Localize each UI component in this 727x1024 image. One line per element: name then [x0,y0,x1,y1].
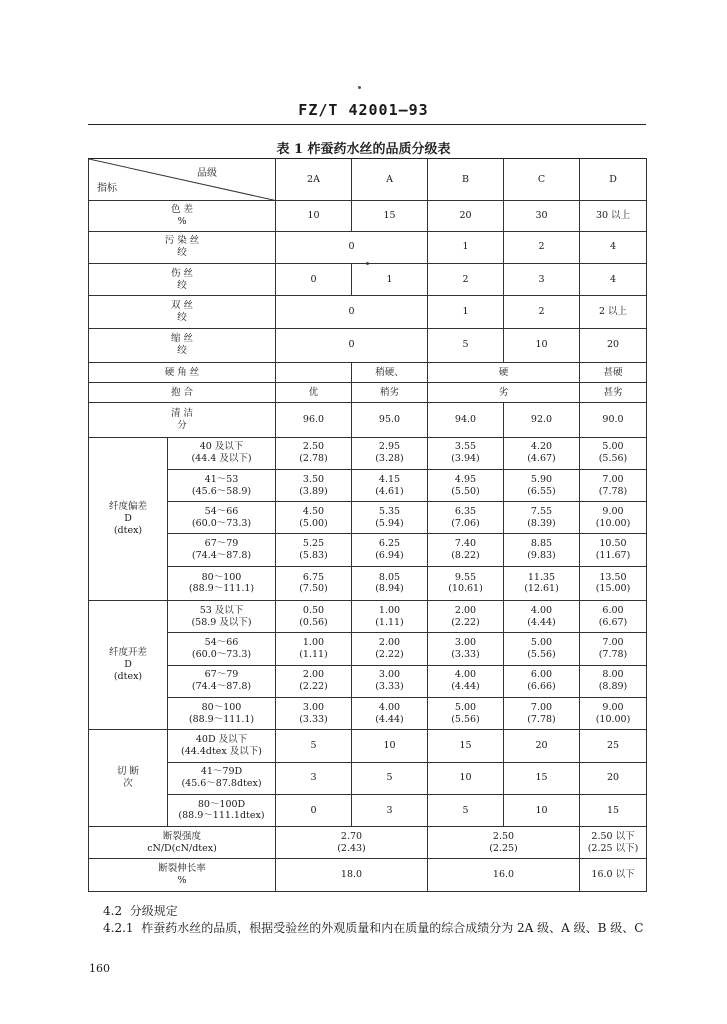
cell: 4.95 (5.50) [428,469,504,501]
cell: 甚硬 [580,362,647,382]
cell: 0 [276,263,352,295]
cell: 8.05 (8.94) [352,566,428,600]
spec-cell: 80～100 (88.9～111.1) [168,566,276,600]
cell: 7.00 (7.78) [580,633,647,665]
cell: 6.25 (6.94) [352,534,428,566]
section-number: 4.2.1 [103,921,134,935]
row-label-hard-angle: 硬 角 丝 [89,362,276,382]
cell: 优 [276,383,352,403]
cell: 10 [352,730,428,762]
cell: 2 [504,296,580,328]
spec-cell: 54～66 (60.0～73.3) [168,633,276,665]
spec-cell: 67～79 (74.4～87.8) [168,665,276,697]
row-label-shrink: 缩 丝 绞 [89,328,276,362]
cell: 4.00 (4.44) [504,601,580,633]
grade-table [88,158,647,892]
cell: 2.50 (2.78) [276,437,352,469]
section-text: 柞蚕药水丝的品质，根据受验丝的外观质量和内在质量的综合成绩分为 2A 级、A 级、B 级、C [141,921,644,935]
group-label-size-dev: 纤度偏差 D (dtex) [89,437,168,601]
cell: 1 [428,231,504,263]
row-label-color-diff: 色 差 % [89,201,276,231]
section-4-2 [103,902,178,919]
cell: 0.50 (0.56) [276,601,352,633]
cell: 2 [428,263,504,295]
row-label-clean: 清 洁 分 [89,403,276,437]
section-number: 4.2 [103,904,123,918]
cell: 18.0 [276,859,428,892]
cell: 95.0 [352,403,428,437]
cell: 10 [276,201,352,231]
cell: 10 [504,794,580,826]
cell: 15 [504,762,580,794]
cell: 9.55 (10.61) [428,566,504,600]
standard-code: FZ/T 42001—93 [298,101,429,119]
table-title: 表 1 柞蚕药水丝的品质分级表 [276,142,451,157]
spec-cell: 41～79D (45.6～87.8dtex) [168,762,276,794]
cell: 5.00 (5.56) [580,437,647,469]
spec-cell: 41～53 (45.6～58.9) [168,469,276,501]
row-label-double: 双 丝 绞 [89,296,276,328]
cell: 30 [504,201,580,231]
cell: 6.75 (7.50) [276,566,352,600]
row-label-stain: 污 染 丝 绞 [89,231,276,263]
cell: 2.00 (2.22) [352,633,428,665]
grade-header: D [580,159,647,201]
cell: 2 以上 [580,296,647,328]
cell: 1 [428,296,504,328]
cell: 0 [276,296,428,328]
cell: 2.00 (2.22) [276,665,352,697]
cell: 10.50 (11.67) [580,534,647,566]
cell: 3 [276,762,352,794]
cell: 6.35 (7.06) [428,502,504,534]
cell: 9.00 (10.00) [580,502,647,534]
cell: 15 [352,201,428,231]
spec-cell: 40D 及以下 (44.4dtex 及以下) [168,730,276,762]
cell: 3 [504,263,580,295]
cell: 7.00 (7.78) [504,697,580,729]
grade-header: 2A [276,159,352,201]
cell: 甚劣 [580,383,647,403]
cell: 5.00 (5.56) [428,697,504,729]
cell: 11.35 (12.61) [504,566,580,600]
cell: 3.00 (3.33) [276,697,352,729]
cell: 5.90 (6.55) [504,469,580,501]
cell: 4.00 (4.44) [428,665,504,697]
row-label-strength: 断裂强度 cN/D(cN/dtex) [89,827,276,859]
corner-grade-label: 品级 [197,168,217,179]
cell [276,362,352,382]
cell: 2.70 (2.43) [276,827,428,859]
cell: 4 [580,263,647,295]
cell: 2.50 (2.25) [428,827,580,859]
cell: 15 [580,794,647,826]
cell: 5 [276,730,352,762]
cell: 30 以上 [580,201,647,231]
cell: 20 [580,328,647,362]
corner-index-label: 指标 [97,182,117,194]
corner-header [89,159,276,201]
row-label-hold: 抱 合 [89,383,276,403]
cell: 4 [580,231,647,263]
spec-cell: 53 及以下 (58.9 及以下) [168,601,276,633]
cell: 8.00 (8.89) [580,665,647,697]
cell: 4.15 (4.61) [352,469,428,501]
cell: 4.20 (4.67) [504,437,580,469]
cell: 2.00 (2.22) [428,601,504,633]
cell: 3.55 (3.94) [428,437,504,469]
cell: 2 [504,231,580,263]
spec-cell: 54～66 (60.0～73.3) [168,502,276,534]
cell: 13.50 (15.00) [580,566,647,600]
cell: 5.00 (5.56) [504,633,580,665]
cell: 5.35 (5.94) [352,502,428,534]
cell: 92.0 [504,403,580,437]
section-title: 分级规定 [129,904,178,918]
cell: 0 [276,231,428,263]
group-label-breaks: 切 断 次 [89,730,168,827]
cell: 9.00 (10.00) [580,697,647,729]
cell: 90.0 [580,403,647,437]
cell: 10 [504,328,580,362]
cell: 5.25 (5.83) [276,534,352,566]
cell: 4.00 (4.44) [352,697,428,729]
cell: 1.00 (1.11) [276,633,352,665]
section-4-2-1 [103,919,723,936]
cell: 25 [580,730,647,762]
cell: 20 [504,730,580,762]
cell: 6.00 (6.67) [580,601,647,633]
cell: 94.0 [428,403,504,437]
cell: 6.00 (6.66) [504,665,580,697]
cell: 劣 [428,383,580,403]
cell: 3 [352,794,428,826]
cell: 硬 [428,362,580,382]
cell: 2.95 (3.28) [352,437,428,469]
cell: 7.55 (8.39) [504,502,580,534]
cell: 20 [428,201,504,231]
cell: 7.40 (8.22) [428,534,504,566]
cell: 5 [428,794,504,826]
row-label-elongation: 断裂伸长率 % [89,859,276,892]
cell: 96.0 [276,403,352,437]
cell: 3.50 (3.89) [276,469,352,501]
cell: 3.00 (3.33) [428,633,504,665]
speck [358,86,361,89]
cell: 2.50 以下 (2.25 以下) [580,827,647,859]
group-label-size-range: 纤度开差 D (dtex) [89,601,168,730]
cell: 15 [428,730,504,762]
cell: 1.00 (1.11) [352,601,428,633]
grade-header: B [428,159,504,201]
spec-cell: 40 及以下 (44.4 及以下) [168,437,276,469]
spec-cell: 67～79 (74.4～87.8) [168,534,276,566]
cell: 0 [276,794,352,826]
cell: 0 [276,328,428,362]
cell: 16.0 以下 [580,859,647,892]
cell: 3.00 (3.33) [352,665,428,697]
spec-cell: 80～100 (88.9～111.1) [168,697,276,729]
cell: 1 [352,263,428,295]
cell: 5 [352,762,428,794]
cell: 16.0 [428,859,580,892]
header-rule [88,124,646,125]
spec-cell: 80～100D (88.9～111.1dtex) [168,794,276,826]
row-label-hurt: 伤 丝 绞 [89,263,276,295]
grade-header: C [504,159,580,201]
cell: 4.50 (5.00) [276,502,352,534]
cell: 5 [428,328,504,362]
cell: 稍劣 [352,383,428,403]
page-number: 160 [89,962,110,975]
cell: 7.00 (7.78) [580,469,647,501]
grade-header: A [352,159,428,201]
cell: 8.85 (9.83) [504,534,580,566]
cell: 稍硬、 [352,362,428,382]
cell: 10 [428,762,504,794]
cell: 20 [580,762,647,794]
